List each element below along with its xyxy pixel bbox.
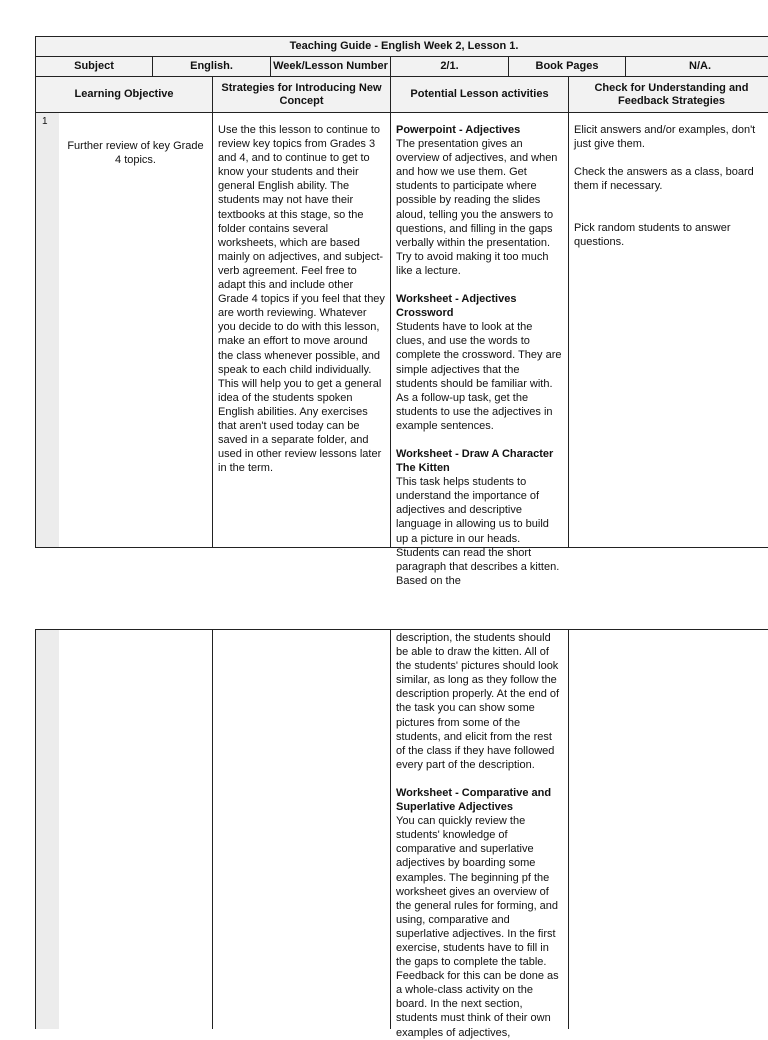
row-number-cell bbox=[36, 113, 59, 547]
objective-cell bbox=[59, 630, 213, 1029]
book-pages-value: N/A. bbox=[689, 60, 711, 72]
col-header-activities: Potential Lesson activities bbox=[391, 77, 569, 112]
col-header-strategies: Strategies for Introducing New Concept bbox=[213, 77, 391, 112]
check-item: Elicit answers and/or examples, don't just give them. bbox=[574, 124, 756, 151]
week-value: 2/1. bbox=[391, 57, 509, 76]
activity-crossword bbox=[396, 292, 563, 433]
check-cell bbox=[569, 630, 768, 1029]
check-item: Check the answers as a class, board them if necessary. bbox=[574, 166, 754, 193]
table-title: Teaching Guide - English Week 2, Lesson 1. bbox=[289, 40, 519, 52]
lesson-row bbox=[36, 113, 768, 587]
strategies-text: Use the this lesson to continue to review key topics from Grades 3 and 4, and to continue to get to know your students and their general English ability. The students may not have their textbooks at this stage, so the folder contains several worksheets, which are based mainly on adjectives, and subject-verb agreement. Feel free to adapt this and include other Grade 4 topics if you feel that they are worth reviewing. Whatever you decide to do with this lesson, make an effort to move around the class whenever possible, and speak to each child individually. This will help you to get a general idea of the students spoken English abilities. Any exercises that aren't used today can be saved in a separate folder, and used in other review lessons later in the term. bbox=[218, 124, 385, 475]
activity-heading: Worksheet - Comparative and Superlative Adjectives bbox=[396, 786, 552, 814]
activity-text: This task helps students to understand the importance of adjectives and descriptive language in allowing us to build up a picture in our heads. Students can read the short paragraph that describes a kitten. Based on the bbox=[396, 476, 560, 587]
check-item: Pick random students to answer questions. bbox=[574, 222, 731, 249]
activity-heading: Powerpoint - Adjectives bbox=[396, 124, 521, 136]
strategies-cell bbox=[213, 630, 391, 1029]
activity-draw-character bbox=[396, 447, 563, 588]
subject-label: Subject bbox=[36, 57, 153, 76]
activity-text: The presentation gives an overview of adjectives, and when and how we use them. Get students to participate where possible by reading the slides aloud, telling you the answers to questions, and filling in the gaps verbally within the presentation. Try to avoid making it too much like a lecture. bbox=[396, 138, 558, 277]
objective-cell bbox=[59, 113, 213, 547]
meta-row bbox=[36, 57, 768, 77]
activity-powerpoint bbox=[396, 123, 563, 278]
objective-text: Further review of key Grade 4 topics. bbox=[67, 140, 204, 167]
lesson-table-page-2 bbox=[35, 629, 768, 1039]
lesson-table-page-1 bbox=[35, 36, 768, 587]
row-number-cell bbox=[36, 630, 59, 1029]
activity-text: You can quickly review the students' knowledge of comparative and superlative adjectives by boarding some examples. The beginning pf the worksheet gives an overview of the general rules for forming, and using, comparative and superlative adjectives. In the first exercise, students have to fill in the gaps to complete the table. Feedback for this can be done as a whole-class activity on the board. In the next section, students must think of their own examples of adjectives, bbox=[396, 815, 559, 1039]
column-header-row bbox=[36, 77, 768, 113]
title-row bbox=[36, 37, 768, 57]
activity-heading: Worksheet - Adjectives Crossword bbox=[396, 293, 517, 320]
week-label: Week/Lesson Number bbox=[271, 57, 391, 76]
activity-text: Students have to look at the clues, and use the words to complete the crossword. They are simple adjectives that the students should be familiar with. As a follow-up task, get the students to use the adjectives in example sentences. bbox=[396, 321, 562, 432]
strategies-cell bbox=[213, 113, 391, 547]
activities-cell bbox=[391, 630, 569, 1039]
lesson-row-continued bbox=[36, 630, 768, 1039]
row-number: 1 bbox=[42, 116, 48, 127]
col-header-check: Check for Understanding and Feedback Strategies bbox=[594, 81, 749, 107]
activity-continued-text: description, the students should be able to draw the kitten. All of the students' pictures should look similar, as long as they follow the description properly. At the end of the task you can show some pictures from some of the students, and elicit from the rest of the class if they have followed every part of the description. bbox=[396, 632, 560, 771]
col-header-objective: Learning Objective bbox=[36, 77, 213, 112]
check-cell bbox=[569, 113, 768, 547]
activity-comparative bbox=[396, 786, 563, 1040]
subject-value: English. bbox=[153, 57, 271, 76]
activities-cell bbox=[391, 113, 569, 587]
activity-heading: Worksheet - Draw A Character The Kitten bbox=[396, 447, 554, 475]
book-pages-label: Book Pages bbox=[509, 57, 626, 76]
